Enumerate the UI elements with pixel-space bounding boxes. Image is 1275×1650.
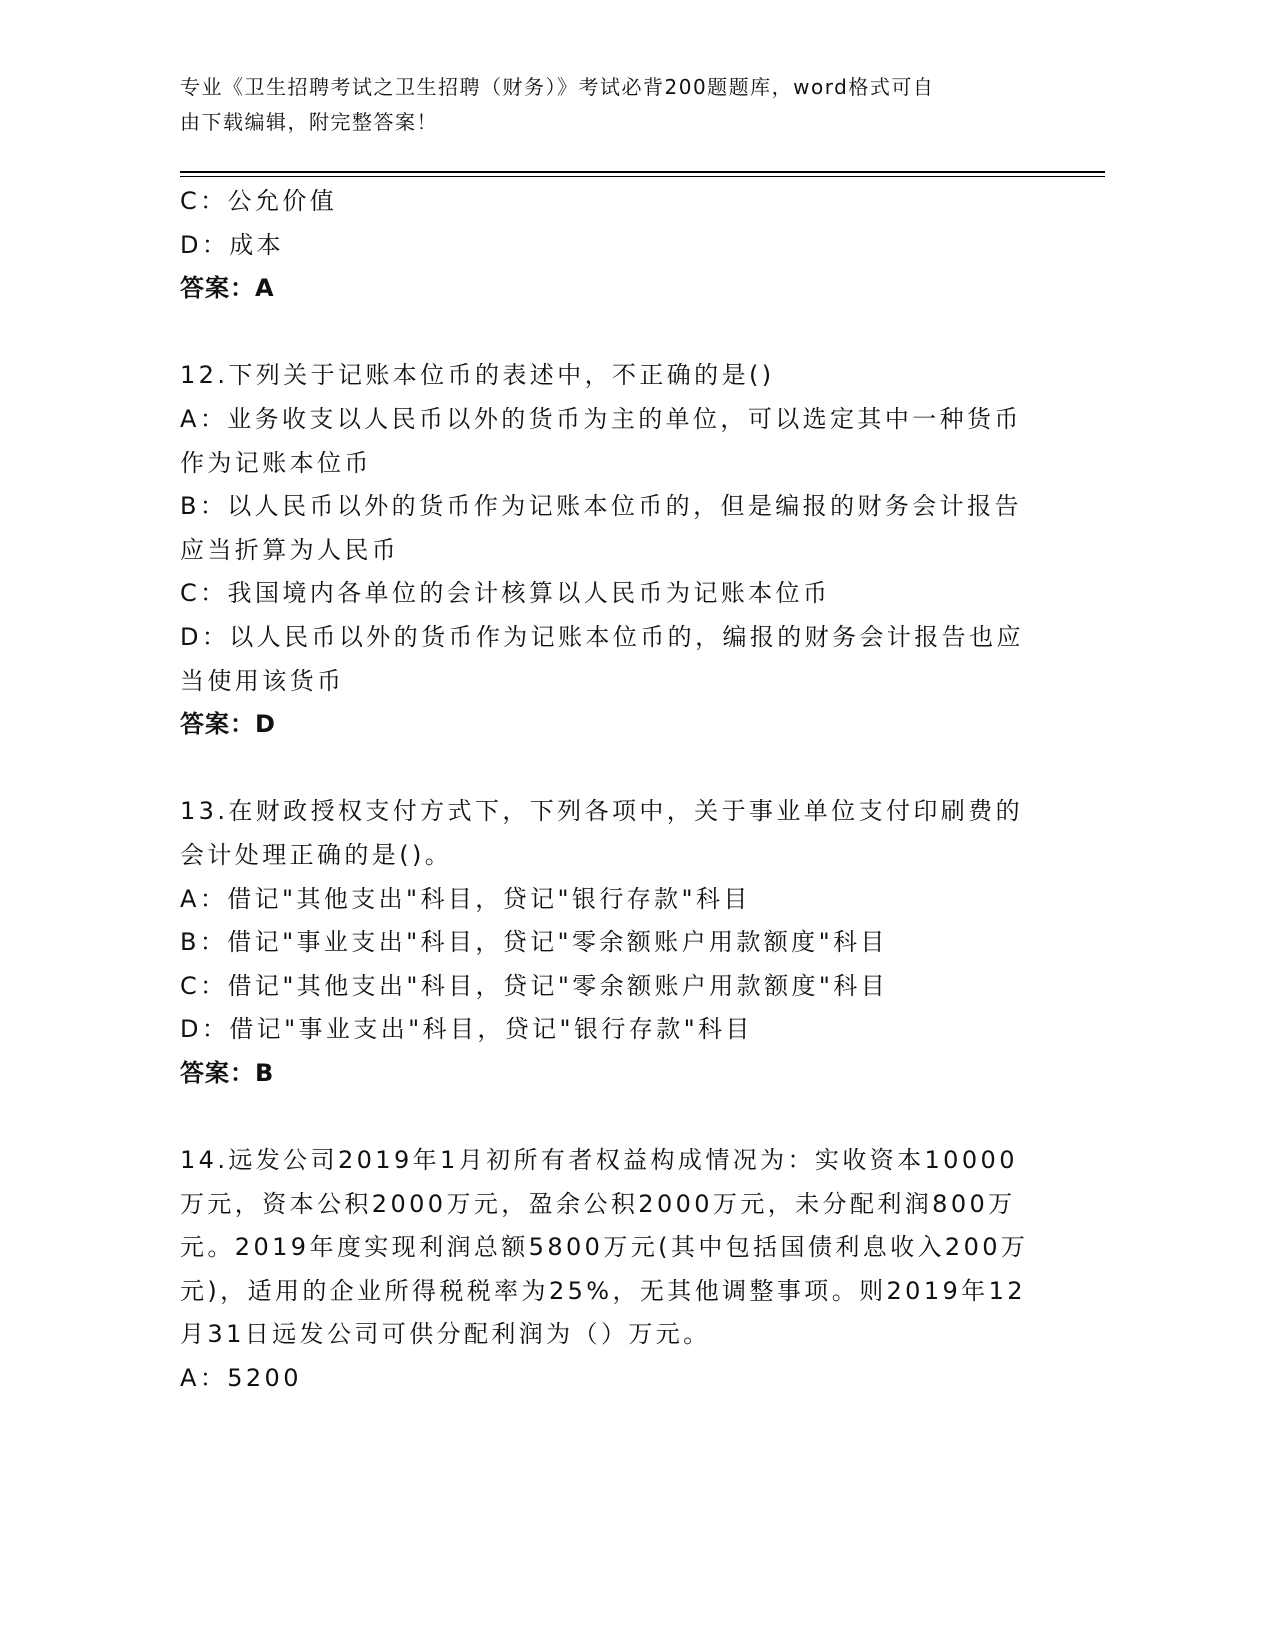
question-text: 13.在财政授权支付方式下，下列各项中，关于事业单位支付印刷费的 [180, 797, 1023, 826]
question-text-cont: 万元，资本公积2000万元，盈余公积2000万元，未分配利润800万 [180, 1189, 1016, 1218]
option-d: D：借记"事业支出"科目，贷记"银行存款"科目 [180, 1015, 753, 1044]
question-text-cont: 会计处理正确的是()。 [180, 840, 453, 869]
header-line: 专业《卫生招聘考试之卫生招聘（财务）》考试必背200题题库，word格式可自 [180, 75, 935, 99]
question-text-cont: 月31日远发公司可供分配利润为（）万元。 [180, 1320, 711, 1349]
question-text-cont: 元)，适用的企业所得税税率为25%，无其他调整事项。则2019年12 [180, 1276, 1026, 1305]
option-c: C：我国境内各单位的会计核算以人民币为记账本位币 [180, 579, 831, 608]
option-a-cont: 作为记账本位币 [180, 448, 372, 477]
answer: 答案：D [180, 710, 276, 739]
question-text: 12.下列关于记账本位币的表述中，不正确的是() [180, 361, 775, 390]
option-d: D：以人民币以外的货币作为记账本位币的，编报的财务会计报告也应 [180, 622, 1024, 651]
option-d-cont: 当使用该货币 [180, 666, 345, 695]
header-divider [180, 171, 1105, 173]
question-12 [180, 354, 1080, 746]
answer: 答案：B [180, 1058, 275, 1087]
document-body [180, 180, 1080, 1401]
option-a: A：5200 [180, 1364, 302, 1393]
option-b-cont: 应当折算为人民币 [180, 535, 400, 564]
option-b: B：借记"事业支出"科目，贷记"零余额账户用款额度"科目 [180, 928, 888, 957]
option-a: A：业务收支以人民币以外的货币为主的单位，可以选定其中一种货币 [180, 404, 1022, 433]
option-c: C：公允价值 [180, 187, 338, 215]
question-11-tail [180, 180, 1080, 311]
question-text: 14.远发公司2019年1月初所有者权益构成情况为：实收资本10000 [180, 1146, 1018, 1175]
header-divider-thin [180, 176, 1105, 177]
answer: 答案：A [180, 274, 275, 303]
question-text-cont: 元。2019年度实现利润总额5800万元(其中包括国债利息收入200万 [180, 1233, 1029, 1262]
question-14 [180, 1139, 1080, 1401]
option-d: D：成本 [180, 230, 285, 259]
option-b: B：以人民币以外的货币作为记账本位币的，但是编报的财务会计报告 [180, 492, 1022, 521]
option-c: C：借记"其他支出"科目，贷记"零余额账户用款额度"科目 [180, 971, 889, 1000]
document-header [180, 70, 1080, 140]
question-13 [180, 790, 1080, 1095]
header-line: 由下载编辑，附完整答案！ [180, 110, 438, 134]
option-a: A：借记"其他支出"科目，贷记"银行存款"科目 [180, 884, 751, 913]
